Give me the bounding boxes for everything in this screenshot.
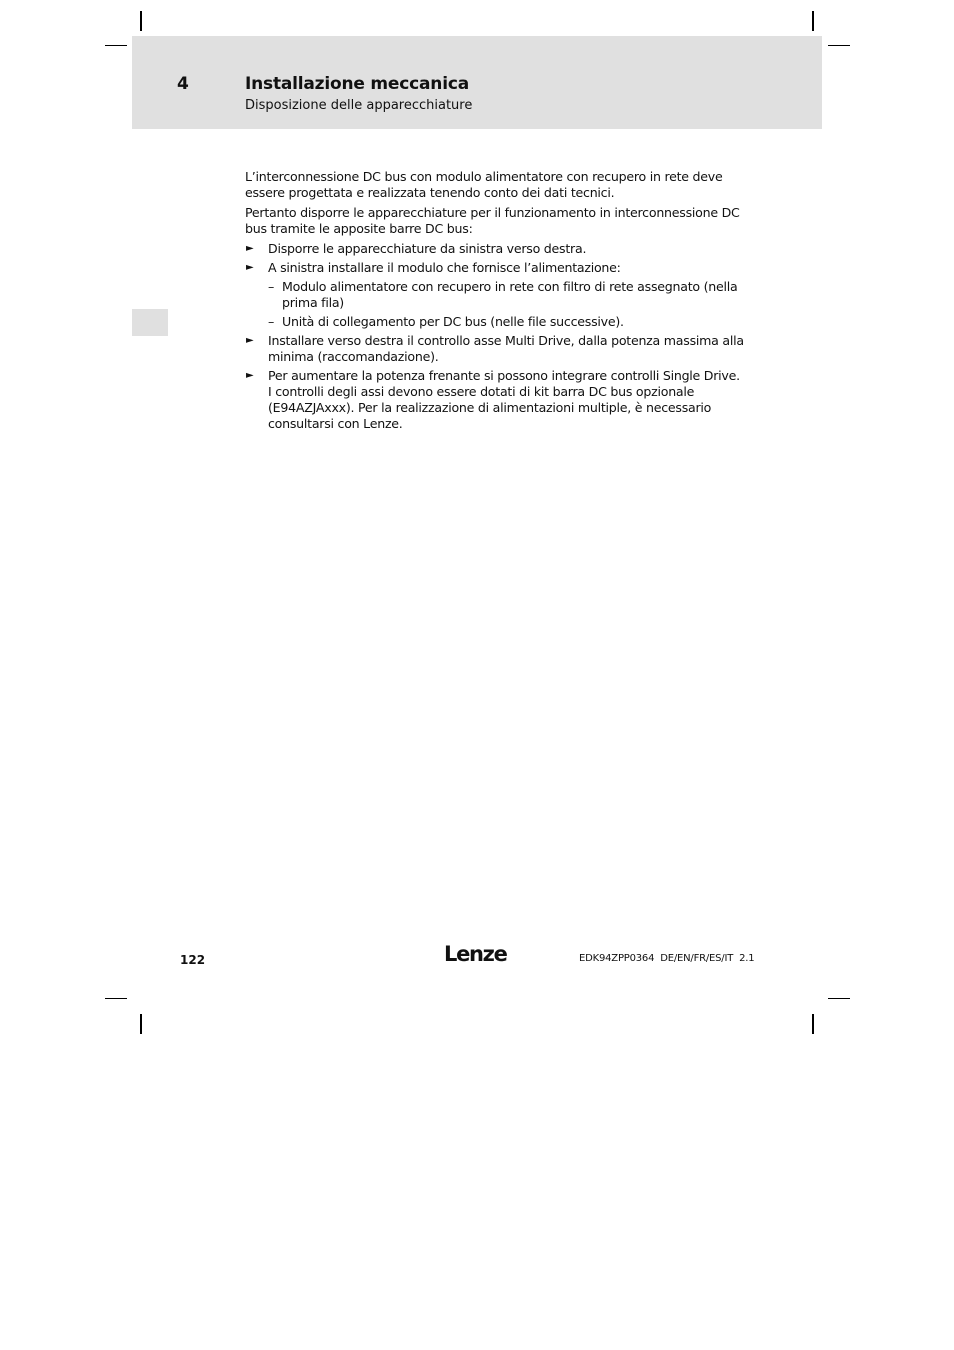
list-item — [245, 241, 745, 257]
bullet-arrow-icon: ► — [246, 335, 254, 346]
chapter-title: Installazione meccanica — [245, 74, 469, 94]
paragraph: Pertanto disporre le apparecchiature per il funzionamento in interconnessione DC bus tramite le apposite barre DC bus: — [245, 205, 740, 236]
list-item — [245, 333, 745, 365]
crop-mark-top-right-horizontal — [828, 45, 850, 46]
bullet-arrow-icon: ► — [246, 243, 254, 254]
body-content — [245, 169, 745, 435]
page-number: 122 — [180, 953, 206, 967]
list-item — [245, 260, 745, 330]
chapter-side-tab — [132, 309, 168, 336]
sub-list-item-text: Modulo alimentatore con recupero in rete con filtro di rete assegnato (nella prima fila) — [282, 279, 738, 310]
sub-list — [268, 279, 745, 330]
document-code: EDK94ZPP0364 DE/EN/FR/ES/IT 2.1 — [579, 953, 755, 964]
chapter-number: 4 — [177, 74, 189, 94]
bullet-list — [245, 241, 745, 432]
sub-list-item — [268, 279, 745, 311]
crop-mark-bottom-right-vertical — [812, 1014, 814, 1034]
dash-icon: – — [268, 314, 275, 329]
bullet-arrow-icon: ► — [246, 370, 254, 381]
crop-mark-top-left-vertical — [140, 11, 142, 31]
crop-mark-bottom-left-horizontal — [105, 998, 127, 999]
lenze-logo: Lenze — [444, 942, 507, 966]
bullet-arrow-icon: ► — [246, 262, 254, 273]
crop-mark-bottom-left-vertical — [140, 1014, 142, 1034]
list-item — [245, 368, 745, 432]
dash-icon: – — [268, 279, 275, 294]
list-item-text: A sinistra installare il modulo che fornisce l’alimentazione: — [268, 260, 621, 275]
sub-list-item — [268, 314, 745, 330]
paragraph: L’interconnessione DC bus con modulo alimentatore con recupero in rete deve essere progettata e realizzata tenendo conto dei dati tecnici. — [245, 169, 723, 200]
list-item-text: Disporre le apparecchiature da sinistra verso destra. — [268, 241, 587, 256]
crop-mark-top-left-horizontal — [105, 45, 127, 46]
crop-mark-top-right-vertical — [812, 11, 814, 31]
header-band — [132, 36, 822, 129]
list-item-text: Installare verso destra il controllo asse Multi Drive, dalla potenza massima alla minima (raccomandazione). — [268, 333, 744, 364]
section-title: Disposizione delle apparecchiature — [245, 98, 473, 113]
crop-mark-bottom-right-horizontal — [828, 998, 850, 999]
sub-list-item-text: Unità di collegamento per DC bus (nelle file successive). — [282, 314, 624, 329]
list-item-text: Per aumentare la potenza frenante si possono integrare controlli Single Drive. I controlli degli assi devono essere dotati di kit barra DC bus opzionale (E94AZJAxxx). Per la realizzazione di alimentazioni multiple, è necessario consultarsi con Lenze. — [268, 368, 740, 431]
